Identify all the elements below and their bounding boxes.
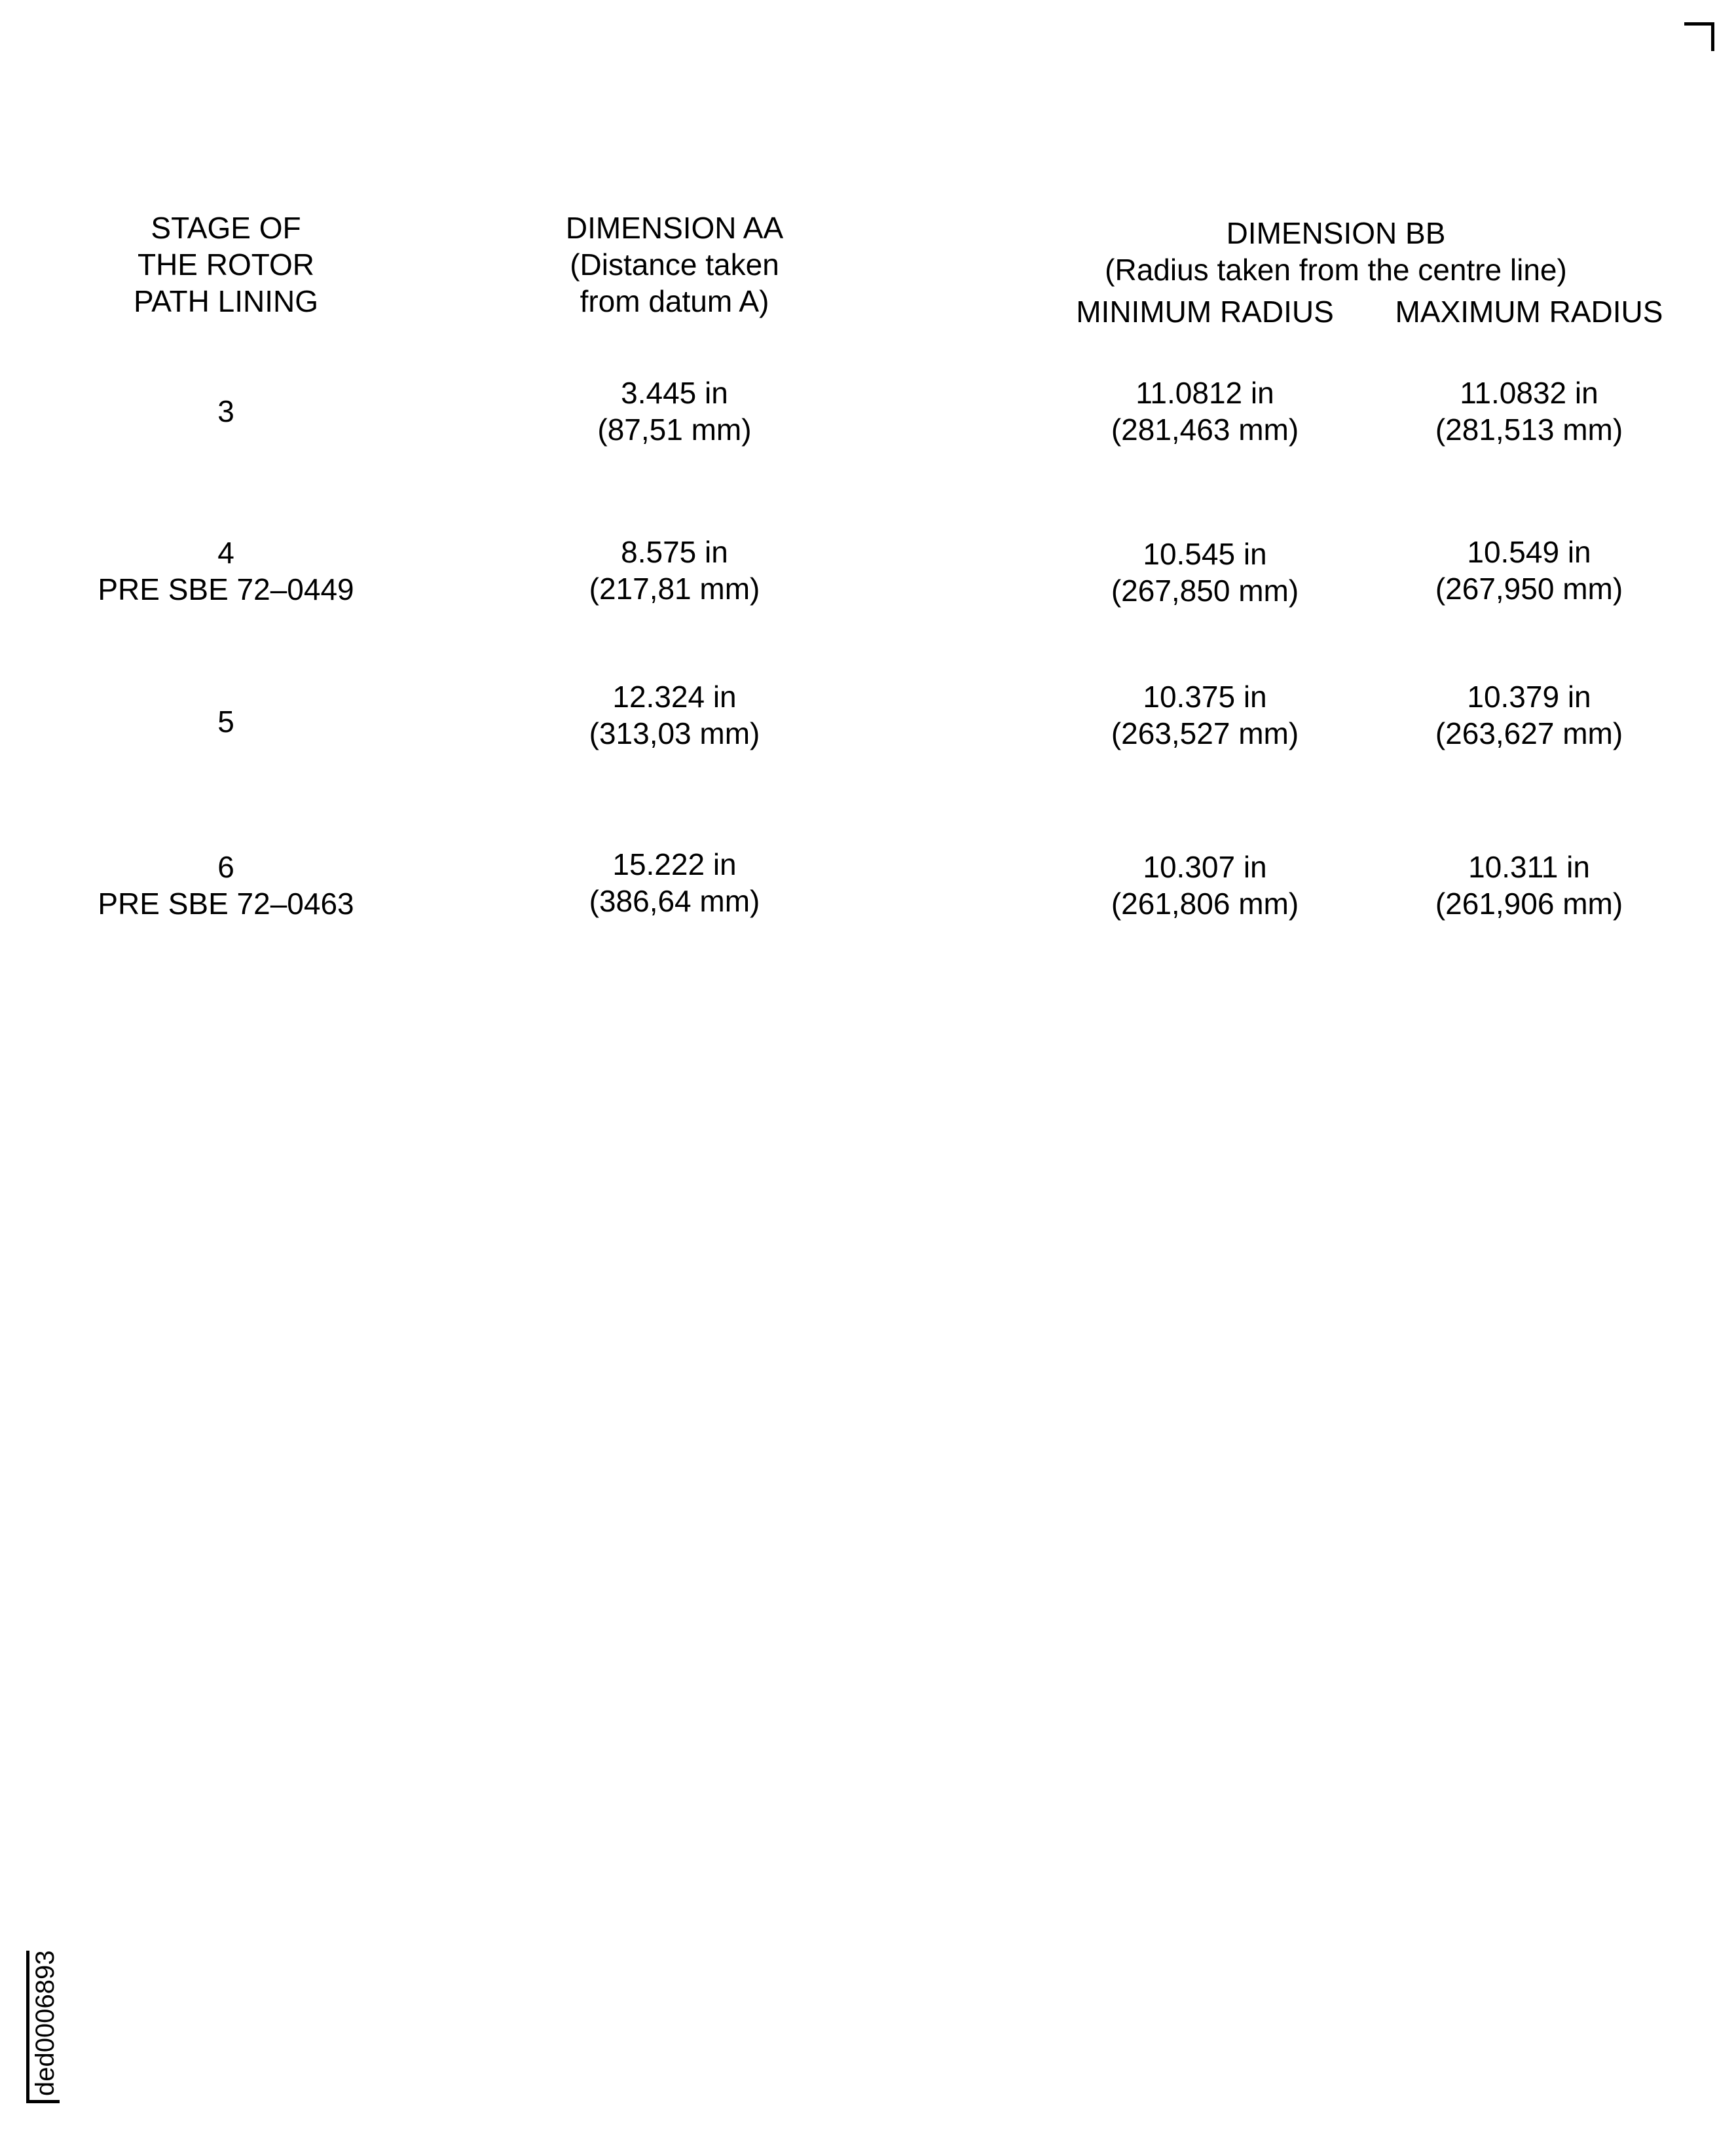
row-minimum-radius: 10.307 in (261,806 mm) <box>1111 850 1299 921</box>
row-dimension-aa: 3.445 in (87,51 mm) <box>597 376 752 447</box>
row-maximum-radius: 10.311 in (261,906 mm) <box>1435 850 1623 921</box>
row-minimum-radius: 10.375 in (263,527 mm) <box>1111 680 1299 750</box>
row-maximum-radius: 10.379 in (263,627 mm) <box>1435 680 1623 750</box>
row-dimension-aa: 12.324 in (313,03 mm) <box>589 680 760 750</box>
row-minimum-radius: 11.0812 in (281,463 mm) <box>1111 376 1299 447</box>
row-stage: 5 <box>217 705 234 739</box>
row-stage: 4 PRE SBE 72–0449 <box>98 536 354 606</box>
row-minimum-radius: 10.545 in (267,850 mm) <box>1111 537 1299 608</box>
figure-id: ded0006893 <box>26 1951 60 2103</box>
header-minimum-radius: MINIMUM RADIUS <box>1076 295 1334 329</box>
row-dimension-aa: 15.222 in (386,64 mm) <box>589 847 760 918</box>
corner-crop-mark <box>1684 22 1714 51</box>
row-dimension-aa: 8.575 in (217,81 mm) <box>589 535 760 606</box>
header-dimension-aa: DIMENSION AA (Distance taken from datum A) <box>565 211 784 318</box>
row-stage: 6 PRE SBE 72–0463 <box>98 850 354 921</box>
header-maximum-radius: MAXIMUM RADIUS <box>1395 295 1663 329</box>
header-stage: STAGE OF THE ROTOR PATH LINING <box>134 211 318 318</box>
header-dimension-bb: DIMENSION BB (Radius taken from the centre line) <box>1105 216 1567 287</box>
row-maximum-radius: 10.549 in (267,950 mm) <box>1435 535 1623 606</box>
row-maximum-radius: 11.0832 in (281,513 mm) <box>1435 376 1623 447</box>
row-stage: 3 <box>217 394 234 428</box>
